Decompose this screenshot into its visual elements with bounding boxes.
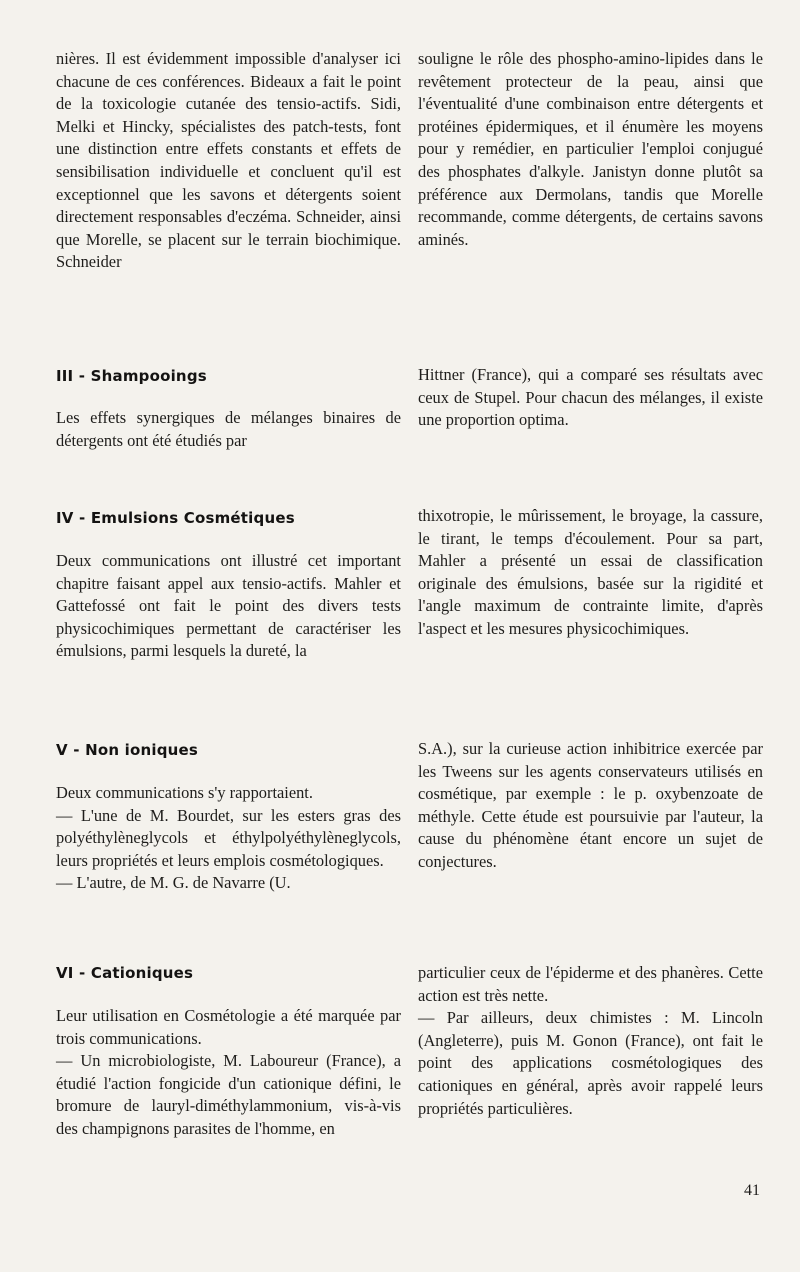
- paragraph: — L'autre, de M. G. de Navarre (U.: [56, 873, 291, 893]
- section-heading-cationiques: VI - Cationiques: [56, 964, 194, 982]
- intro-right-column: [418, 48, 763, 251]
- paragraph: Deux communications ont illustré cet important chapitre faisant appel aux tensio-actifs. Mahler et Gattefossé ont fait le point des divers tests physicochimiques permettant de caractériser les émulsions, parmi lesquels la dureté, la: [56, 551, 401, 661]
- section-heading-non-ioniques: V - Non ioniques: [56, 741, 199, 759]
- paragraph: — Un microbiologiste, M. Laboureur (France), a étudié l'action fongicide d'un cationique défini, le bromure de lauryl-diméthylammonium, vis-à-vis des champignons parasites de l'homme, en: [56, 1051, 401, 1138]
- paragraph: Leur utilisation en Cosmétologie a été marquée par trois communications.: [56, 1006, 401, 1048]
- shampooings-left-column: [56, 407, 401, 452]
- paragraph: Les effets synergiques de mélanges binaires de détergents ont été étudiés par: [56, 408, 401, 450]
- paragraph: Deux communications s'y rapportaient.: [56, 783, 313, 802]
- cationiques-left-column: [56, 1005, 401, 1141]
- paragraph: Hittner (France), qui a comparé ses résultats avec ceux de Stupel. Pour chacun des mélanges, il existe une proportion optima.: [418, 365, 763, 430]
- paragraph: S.A.), sur la curieuse action inhibitrice exercée par les Tweens sur les agents conservateurs utilisés en cosmétique, par exemple : le p. oxybenzoate de méthyle. Cette étude est poursuivie par l'auteur, la cause du phénomène étant encore un sujet de conjectures.: [418, 739, 763, 871]
- emulsions-left-column: [56, 550, 401, 663]
- paragraph: nières. Il est évidemment impossible d'analyser ici chacune de ces conférences. Bideaux a fait le point de la toxicologie cutanée des tensio-actifs. Sidi, Melki et Hincky, spécialistes des patch-tests, font une distinction entre effets constants et effets de sensibilisation individuelle et concluent qu'il est exceptionnel que les savons et détergents soient directement responsables d'eczéma. Schneider, ainsi que Morelle, se placent sur le terrain biochimique. Schneider: [56, 49, 401, 272]
- paragraph: particulier ceux de l'épiderme et des phanères. Cette action est très nette.: [418, 963, 763, 1005]
- section-heading-shampooings: III - Shampooings: [56, 367, 207, 385]
- emulsions-right-column: [418, 505, 763, 641]
- shampooings-right-column: [418, 364, 763, 432]
- non-ioniques-right-column: [418, 738, 763, 874]
- paragraph: — Par ailleurs, deux chimistes : M. Lincoln (Angleterre), puis M. Gonon (France), ont fait le point des applications cosmétologiques des cationiques en général, après avoir rappelé leurs propriétés particulières.: [418, 1008, 763, 1118]
- page-number: 41: [744, 1182, 760, 1199]
- non-ioniques-left-column: [56, 782, 401, 895]
- cationiques-right-column: [418, 962, 763, 1120]
- section-heading-emulsions: IV - Emulsions Cosmétiques: [56, 509, 295, 527]
- paragraph: souligne le rôle des phospho-amino-lipides dans le revêtement protecteur de la peau, ainsi que l'éventualité d'une combinaison entre détergents et protéines épidermiques, et il énumère les moyens pour y remédier, en particulier l'emploi conjugué des phosphates d'alkyle. Janistyn donne plutôt sa préférence aux Dermolans, tandis que Morelle recommande, comme détergents, de certains savons aminés.: [418, 49, 763, 249]
- paragraph: thixotropie, le mûrissement, le broyage, la cassure, le tirant, le temps d'écoulement. Pour sa part, Mahler a présenté un essai de classification originale des émulsions, basée sur la rigidité et l'angle maximum de contrainte limite, d'après l'aspect et les mesures physicochimiques.: [418, 506, 763, 638]
- intro-left-column: [56, 48, 401, 274]
- paragraph: — L'une de M. Bourdet, sur les esters gras des polyéthylèneglycols et éthylpolyéthylèneglycols, leurs propriétés et leurs emplois cosmétologiques.: [56, 805, 401, 870]
